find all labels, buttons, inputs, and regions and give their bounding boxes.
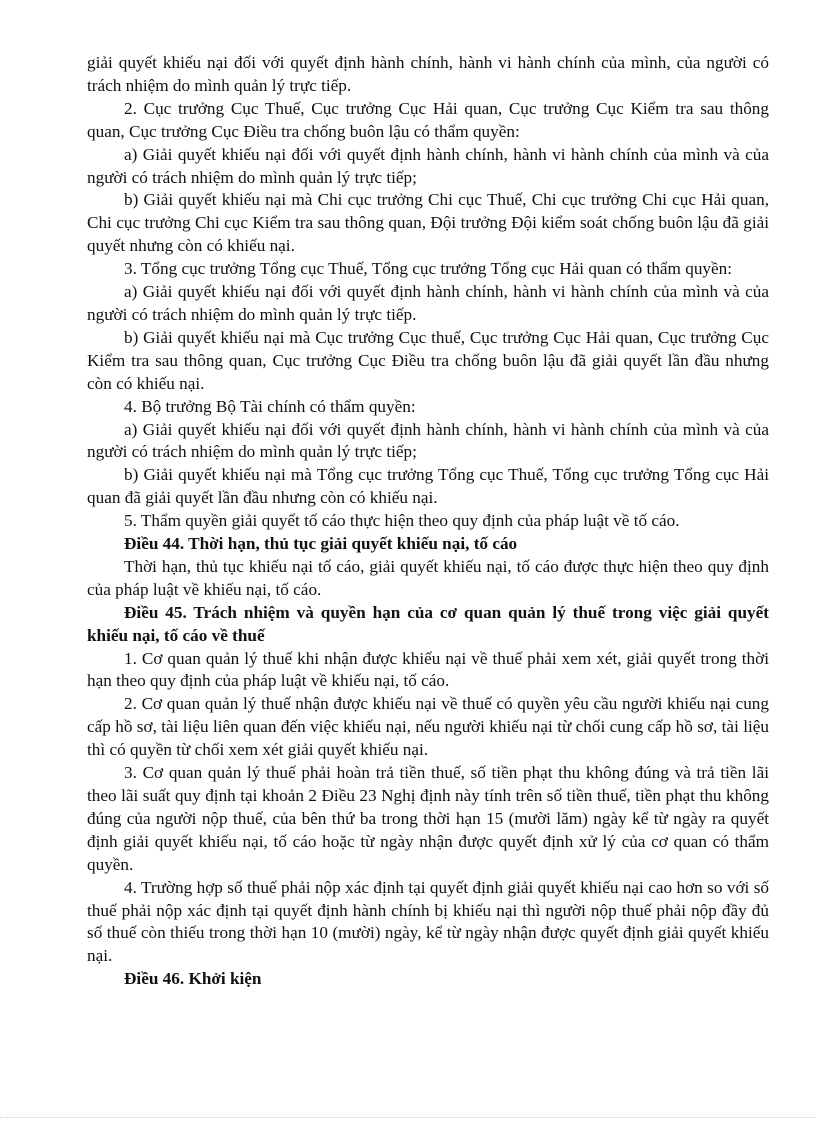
clause-3: 3. Tổng cục trưởng Tổng cục Thuế, Tổng cục trưởng Tổng cục Hải quan có thẩm quyền: bbox=[124, 259, 732, 279]
article-45-clause-1: 1. Cơ quan quản lý thuế khi nhận được khiếu nại về thuế phải xem xét, giải quyết trong thời hạn theo quy định của pháp luật về khiếu nại, tố cáo. bbox=[87, 648, 769, 691]
clause-2: 2. Cục trưởng Cục Thuế, Cục trưởng Cục Hải quan, Cục trưởng Cục Kiểm tra sau thông quan, Cục trưởng Cục Điều tra chống buôn lậu có thẩm quyền: bbox=[87, 98, 769, 141]
paragraph-continuation: giải quyết khiếu nại đối với quyết định hành chính, hành vi hành chính của mình, của người có trách nhiệm do mình quản lý trực tiếp. bbox=[87, 53, 769, 95]
clause-3b: b) Giải quyết khiếu nại mà Cục trưởng Cục thuế, Cục trưởng Cục Hải quan, Cục trưởng Cục Kiểm tra sau thông quan, Cục trưởng Cục Điều tra chống buôn lậu đã giải quyết lần đầu nhưng còn có khiếu nại. bbox=[87, 327, 769, 393]
article-44-body: Thời hạn, thủ tục khiếu nại tố cáo, giải quyết khiếu nại, tố cáo được thực hiện theo quy định của pháp luật về khiếu nại, tố cáo. bbox=[87, 556, 769, 599]
document-page bbox=[87, 52, 769, 991]
article-44-heading: Điều 44. Thời hạn, thủ tục giải quyết khiếu nại, tố cáo bbox=[124, 534, 518, 554]
clause-2b: b) Giải quyết khiếu nại mà Chi cục trưởng Chi cục Thuế, Chi cục trưởng Chi cục Hải quan, Chi cục trưởng Chi cục Kiểm tra sau thông quan, Đội trưởng Đội kiểm soát chống buôn lậu đã giải quyết nhưng còn có khiếu nại. bbox=[87, 190, 769, 256]
clause-3a: a) Giải quyết khiếu nại đối với quyết định hành chính, hành vi hành chính của mình và của người có trách nhiệm do mình quản lý trực tiếp. bbox=[87, 282, 769, 324]
clause-2a: a) Giải quyết khiếu nại đối với quyết định hành chính, hành vi hành chính của mình và của người có trách nhiệm do mình quản lý trực tiếp; bbox=[87, 144, 769, 187]
article-45-clause-4: 4. Trường hợp số thuế phải nộp xác định tại quyết định giải quyết khiếu nại cao hơn so với số thuế phải nộp xác định tại quyết định hành chính bị khiếu nại thì người nộp thuế phải nộp đầy đủ số thuế còn thiếu trong thời hạn 10 (mười) ngày, kể từ ngày nhận được quyết định giải quyết khiếu nại. bbox=[87, 877, 769, 966]
article-45-heading: Điều 45. Trách nhiệm và quyền hạn của cơ quan quản lý thuế trong việc giải quyết khiếu nại, tố cáo về thuế bbox=[87, 602, 769, 645]
article-45-clause-2: 2. Cơ quan quản lý thuế nhận được khiếu nại về thuế có quyền yêu cầu người khiếu nại cung cấp hồ sơ, tài liệu liên quan đến việc khiếu nại, nếu người khiếu nại từ chối cung cấp hồ sơ, tài liệu thì có quyền từ chối xem xét giải quyết khiếu nại. bbox=[87, 694, 769, 760]
clause-4a: a) Giải quyết khiếu nại đối với quyết định hành chính, hành vi hành chính của mình và của người có trách nhiệm do mình quản lý trực tiếp; bbox=[87, 419, 769, 462]
clause-5: 5. Thẩm quyền giải quyết tố cáo thực hiện theo quy định của pháp luật về tố cáo. bbox=[124, 511, 680, 531]
clause-4b: b) Giải quyết khiếu nại mà Tổng cục trưởng Tổng cục Thuế, Tổng cục trưởng Tổng cục Hải quan đã giải quyết lần đầu nhưng còn có khiếu nại. bbox=[87, 465, 769, 508]
article-45-clause-3: 3. Cơ quan quản lý thuế phải hoàn trả tiền thuế, số tiền phạt thu không đúng và trả tiền lãi theo lãi suất quy định tại khoản 2 Điều 23 Nghị định này tính trên số tiền thuế, tiền phạt thu không đúng của người nộp thuế, của bên thứ ba trong thời hạn 15 (mười lăm) ngày kể từ ngày ra quyết định giải quyết khiếu nại, tố cáo hoặc từ ngày nhận được quyết định xử lý của cơ quan có thẩm quyền. bbox=[87, 763, 769, 874]
clause-4: 4. Bộ trưởng Bộ Tài chính có thẩm quyền: bbox=[124, 396, 416, 416]
page-bottom-rule bbox=[0, 1117, 816, 1118]
article-46-heading: Điều 46. Khởi kiện bbox=[124, 969, 262, 989]
